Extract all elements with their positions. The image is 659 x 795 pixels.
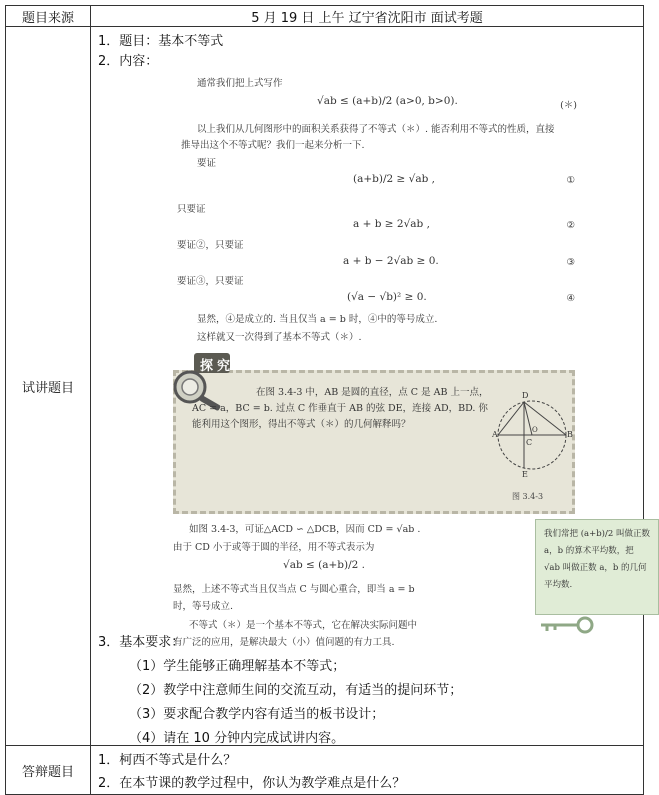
book-f4: (√a − √b)² ≥ 0. — [347, 291, 427, 303]
textbook-excerpt — [167, 75, 650, 648]
note-box: 我们常把 (a+b)/2 叫做正数 a，b 的算术平均数，把 √ab 叫做正数 a，b 的几何平均数. — [535, 519, 659, 615]
book-para3-line1: 显然，上述不等式当且仅当点 C 与圆心重合，即当 a = b — [173, 584, 415, 595]
requirement-1: （1）学生能够正确理解基本不等式； — [129, 659, 346, 674]
book-para2-line2: 由于 CD 小于或等于圆的半径，用不等式表示为 — [173, 542, 375, 553]
book-para4-line1: 不等式（＊）是一个基本不等式，它在解决实际问题中 — [189, 620, 418, 631]
circle-figure — [492, 381, 572, 491]
fig-label-b: B — [567, 430, 573, 439]
book-n3: ③ — [566, 257, 575, 268]
explore-box — [173, 359, 575, 514]
book-n4: ④ — [566, 293, 575, 304]
header-row — [6, 6, 644, 27]
book-f3: a + b − 2√ab ≥ 0. — [343, 255, 439, 267]
book-intro: 通常我们把上式写作 — [197, 78, 283, 89]
defense-content — [91, 746, 643, 794]
book-prove2: 要证②，只要证 — [177, 240, 244, 251]
exam-table — [5, 5, 650, 795]
book-para1-line2: 推导出这个不等式呢？我们一起来分析一下. — [181, 140, 365, 151]
fig-label-c: C — [526, 438, 533, 447]
book-f2: a + b ≥ 2√ab , — [353, 218, 430, 230]
requirement-3: （3）要求配合教学内容有适当的板书设计； — [129, 707, 385, 722]
defense-content-cell — [91, 746, 644, 795]
fig-label-e: E — [522, 470, 528, 479]
explore-badge-text: 探究 — [200, 359, 235, 374]
requirement-4: （4）请在 10 分钟内完成试讲内容。 — [129, 731, 345, 746]
star-mark: (＊) — [560, 100, 577, 111]
book-obvious: 显然，④是成立的. 当且仅当 a = b 时，④中的等号成立. — [197, 314, 438, 325]
fig-label-o: O — [532, 426, 538, 434]
fig-label-a: A — [492, 430, 498, 439]
book-n1: ① — [566, 175, 575, 186]
book-para1-line1: 以上我们从几何图形中的面积关系获得了不等式（＊）. 能否利用不等式的性质，直接 — [197, 124, 555, 135]
book-only-prove: 只要证 — [177, 204, 206, 215]
trial-row — [6, 27, 644, 746]
defense-question-1: 1．柯西不等式是什么？ — [98, 753, 237, 768]
book-prove3: 要证③，只要证 — [177, 276, 244, 287]
book-f1: (a+b)/2 ≥ √ab , — [353, 173, 436, 185]
source-label: 题目来源 — [6, 6, 91, 27]
book-para2-line1: 如图 3.4-3，可证△ACD ∽ △DCB，因而 CD = √ab . — [189, 524, 421, 535]
requirements-label: 3．基本要求： — [98, 635, 185, 650]
book-prove: 要证 — [197, 158, 217, 169]
defense-label: 答辩题目 — [6, 746, 91, 795]
content-label: 2．内容： — [98, 54, 159, 69]
book-para3-line2: 时，等号成立. — [173, 601, 234, 612]
topic-line: 1．题目：基本不等式 — [98, 34, 224, 49]
trial-content-cell — [91, 27, 650, 746]
book-para4-line2: 有广泛的应用，是解决最大（小）值问题的有力工具. — [173, 637, 395, 648]
trial-label: 试讲题目 — [6, 27, 91, 746]
key-icon — [537, 615, 597, 635]
fig-label-d: D — [522, 391, 529, 400]
book-n2: ② — [566, 220, 575, 231]
explore-text: 在图 3.4-3 中，AB 是圆的直径，点 C 是 AB 上一点，AC = a，BC = b. 过点 C 作垂直于 AB 的弦 DE，连接 AD，BD. 你能利用这个图形，得出不等式（＊）的几何解释吗？ — [192, 387, 489, 430]
trial-content — [91, 27, 650, 746]
defense-question-2: 2．在本节课的教学过程中，你认为教学难点是什么？ — [98, 776, 406, 791]
requirement-2: （2）教学中注意师生间的交流互动，有适当的提问环节； — [129, 683, 463, 698]
book-f5: √ab ≤ (a+b)/2 . — [283, 559, 366, 571]
source-value: 5 月 19 日 上午 辽宁省沈阳市 面试考题 — [91, 6, 644, 27]
defense-row — [6, 746, 644, 795]
book-again: 这样就又一次得到了基本不等式（＊）. — [197, 332, 362, 343]
figure-caption: 图 3.4-3 — [512, 492, 544, 501]
book-formula-star: √ab ≤ (a+b)/2 (a>0, b>0). — [317, 95, 458, 107]
